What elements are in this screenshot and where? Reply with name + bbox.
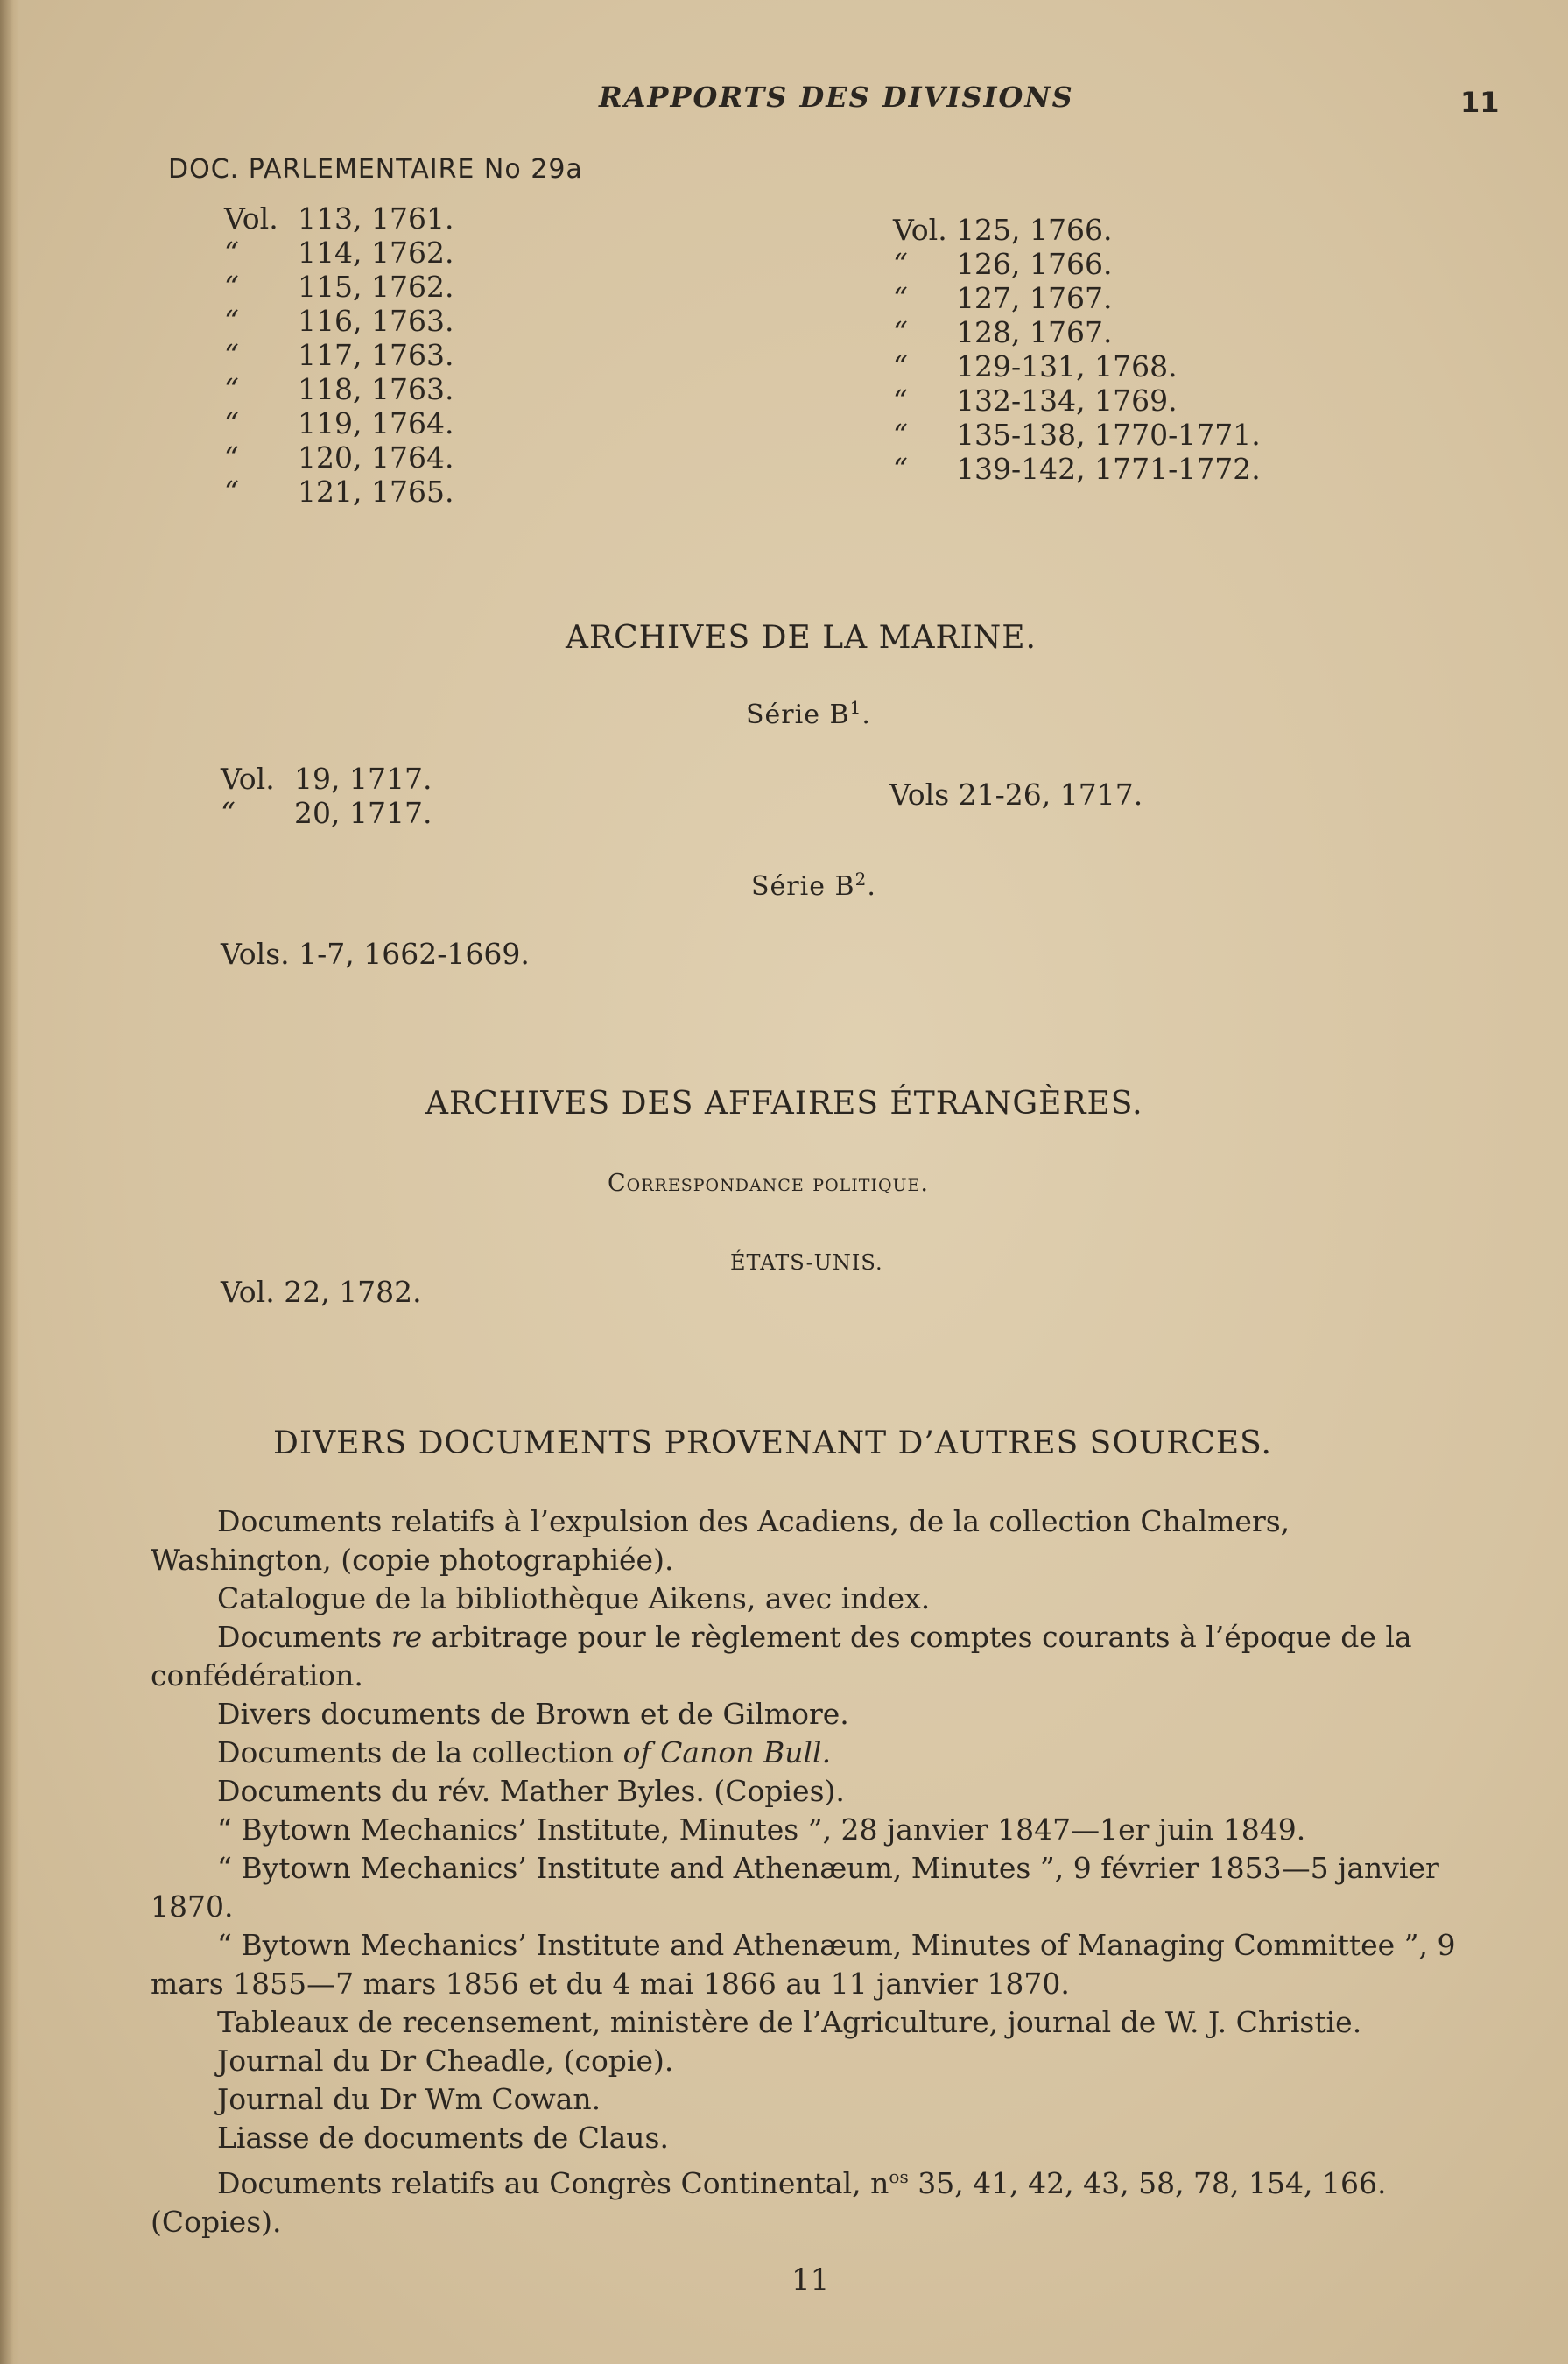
document-entry: Journal du Dr Cheadle, (copie). — [217, 2044, 674, 2078]
volume-text: 135-138, 1770-1771. — [956, 418, 1261, 452]
divers-document-list — [151, 1502, 1480, 2241]
document-entry — [151, 1618, 1480, 1695]
entry-text: Documents relatifs au Congrès Continental, n — [217, 2166, 889, 2200]
serie-b1-volumes-right: Vols 21-26, 1717. — [889, 777, 1143, 812]
section-heading-divers: DIVERS DOCUMENTS PROVENANT D’AUTRES SOURCES. — [273, 1425, 1272, 1461]
volume-prefix: “ — [224, 338, 239, 372]
document-entry: Catalogue de la bibliothèque Aikens, avec index. — [217, 1581, 931, 1615]
volume-text: 116, 1763. — [298, 304, 454, 338]
volume-text: 129-131, 1768. — [956, 349, 1178, 383]
volume-entry — [221, 762, 432, 796]
document-entry: “ Bytown Mechanics’ Institute and Athenæum, Minutes of Managing Committee ”, 9 mars 1855—7 mars 1856 et du 4 mai 1866 au 11 janvier 1870. — [151, 1928, 1456, 2001]
volume-prefix: “ — [893, 418, 908, 452]
entry-text: arbitrage pour le règlement des comptes courants à l’époque de la confédération. — [151, 1620, 1412, 1692]
volume-entry — [224, 475, 454, 509]
volume-list-left — [224, 201, 454, 509]
volume-entry — [224, 440, 454, 475]
volume-text: 139-142, 1771-1772. — [956, 452, 1261, 486]
volume-prefix: Vol. — [221, 762, 275, 796]
document-entry: Tableaux de recensement, ministère de l’Agriculture, journal de W. J. Christie. — [217, 2005, 1362, 2039]
entry-italic: re — [390, 1620, 423, 1654]
affaires-volume: Vol. 22, 1782. — [221, 1275, 422, 1309]
volume-prefix: “ — [224, 406, 239, 440]
volume-prefix: “ — [224, 440, 239, 475]
document-label: DOC. PARLEMENTAIRE No 29a — [168, 154, 583, 185]
volume-entry — [224, 236, 454, 270]
volume-text: 113, 1761. — [298, 201, 454, 236]
volume-text: 121, 1765. — [298, 475, 454, 509]
volume-entry — [893, 281, 1261, 315]
document-entry: Journal du Dr Wm Cowan. — [217, 2082, 601, 2116]
volume-text: 118, 1763. — [298, 372, 454, 406]
page-edge-shadow — [0, 0, 19, 2364]
volume-text: 19, 1717. — [294, 762, 432, 796]
volume-entry — [224, 304, 454, 338]
volume-text: 126, 1766. — [956, 247, 1113, 281]
document-entry: “ Bytown Mechanics’ Institute and Athenæum, Minutes ”, 9 février 1853—5 janvier 1870. — [151, 1851, 1439, 1924]
serie-b1-suffix: . — [861, 700, 871, 730]
volume-prefix: “ — [224, 372, 239, 406]
volume-text: 20, 1717. — [294, 796, 432, 830]
document-entry: Documents relatifs à l’expulsion des Acadiens, de la collection Chalmers, Washington, (copie photographiée). — [151, 1504, 1290, 1577]
volume-text: 127, 1767. — [956, 281, 1113, 315]
entry-text: Documents — [217, 1620, 391, 1654]
section-heading-marine: ARCHIVES DE LA MARINE. — [566, 620, 1037, 656]
volume-text: 132-134, 1769. — [956, 383, 1178, 418]
volume-entry — [893, 213, 1261, 247]
volume-entry — [893, 247, 1261, 281]
serie-b2-label — [751, 869, 876, 902]
volume-entry — [224, 406, 454, 440]
section-heading-affaires: ARCHIVES DES AFFAIRES ÉTRANGÈRES. — [425, 1086, 1143, 1122]
volume-entry — [224, 270, 454, 304]
serie-b2-suffix: . — [867, 871, 876, 902]
volume-list-right — [893, 213, 1261, 486]
volume-text: 117, 1763. — [298, 338, 454, 372]
volume-text: 125, 1766. — [956, 213, 1113, 247]
volume-prefix: “ — [221, 796, 236, 830]
volume-prefix: “ — [893, 383, 908, 418]
volume-entry — [224, 201, 454, 236]
serie-b1-label — [746, 697, 871, 730]
volume-prefix: “ — [224, 270, 239, 304]
entry-text: 35, 41, 42, 43, 58, 78, 154, 166. (Copies). — [151, 2166, 1387, 2239]
volume-entry — [221, 796, 432, 830]
serie-b2-text: Série B — [751, 871, 855, 902]
correspondance-subheading: Correspondance politique. — [608, 1170, 929, 1197]
volume-prefix: “ — [224, 475, 239, 509]
volume-entry — [893, 418, 1261, 452]
volume-entry — [893, 383, 1261, 418]
document-entry: Divers documents de Brown et de Gilmore. — [217, 1697, 849, 1731]
serie-b2-sup: 2 — [854, 869, 868, 890]
volume-prefix: “ — [893, 452, 908, 486]
volume-entry — [224, 372, 454, 406]
volume-text: 119, 1764. — [298, 406, 454, 440]
serie-b1-sup: 1 — [849, 697, 862, 718]
serie-b1-volumes-left — [221, 762, 432, 830]
volume-prefix: “ — [893, 315, 908, 349]
document-entry: Documents du rév. Mather Byles. (Copies). — [217, 1774, 845, 1808]
volume-prefix: Vol. — [893, 213, 947, 247]
serie-b2-volumes: Vols. 1-7, 1662-1669. — [221, 937, 530, 971]
document-entry: “ Bytown Mechanics’ Institute, Minutes ”, 28 janvier 1847—1er juin 1849. — [217, 1812, 1306, 1847]
volume-prefix: Vol. — [224, 201, 278, 236]
volume-text: 128, 1767. — [956, 315, 1113, 349]
document-entry — [151, 2157, 1480, 2241]
country-subheading: ÉTATS-UNIS. — [730, 1250, 883, 1275]
document-entry: Liasse de documents de Claus. — [217, 2121, 669, 2155]
volume-entry — [893, 349, 1261, 383]
volume-entry — [893, 452, 1261, 486]
volume-prefix: “ — [893, 349, 908, 383]
running-title: RAPPORTS DES DIVISIONS — [599, 81, 1074, 114]
volume-entry — [893, 315, 1261, 349]
volume-prefix: “ — [224, 236, 239, 270]
entry-italic: of Canon Bull. — [622, 1735, 832, 1769]
volume-entry — [224, 338, 454, 372]
volume-prefix: “ — [893, 247, 908, 281]
volume-text: 114, 1762. — [298, 236, 454, 270]
page-number: 11 — [1460, 86, 1500, 119]
entry-superscript: os — [889, 2166, 909, 2187]
volume-prefix: “ — [224, 304, 239, 338]
entry-text: Documents de la collection — [217, 1735, 623, 1769]
volume-text: 115, 1762. — [298, 270, 454, 304]
volume-prefix: “ — [893, 281, 908, 315]
volume-text: 120, 1764. — [298, 440, 454, 475]
document-entry — [151, 1734, 1480, 1772]
footer-page-number: 11 — [791, 2262, 830, 2297]
serie-b1-text: Série B — [746, 700, 850, 730]
